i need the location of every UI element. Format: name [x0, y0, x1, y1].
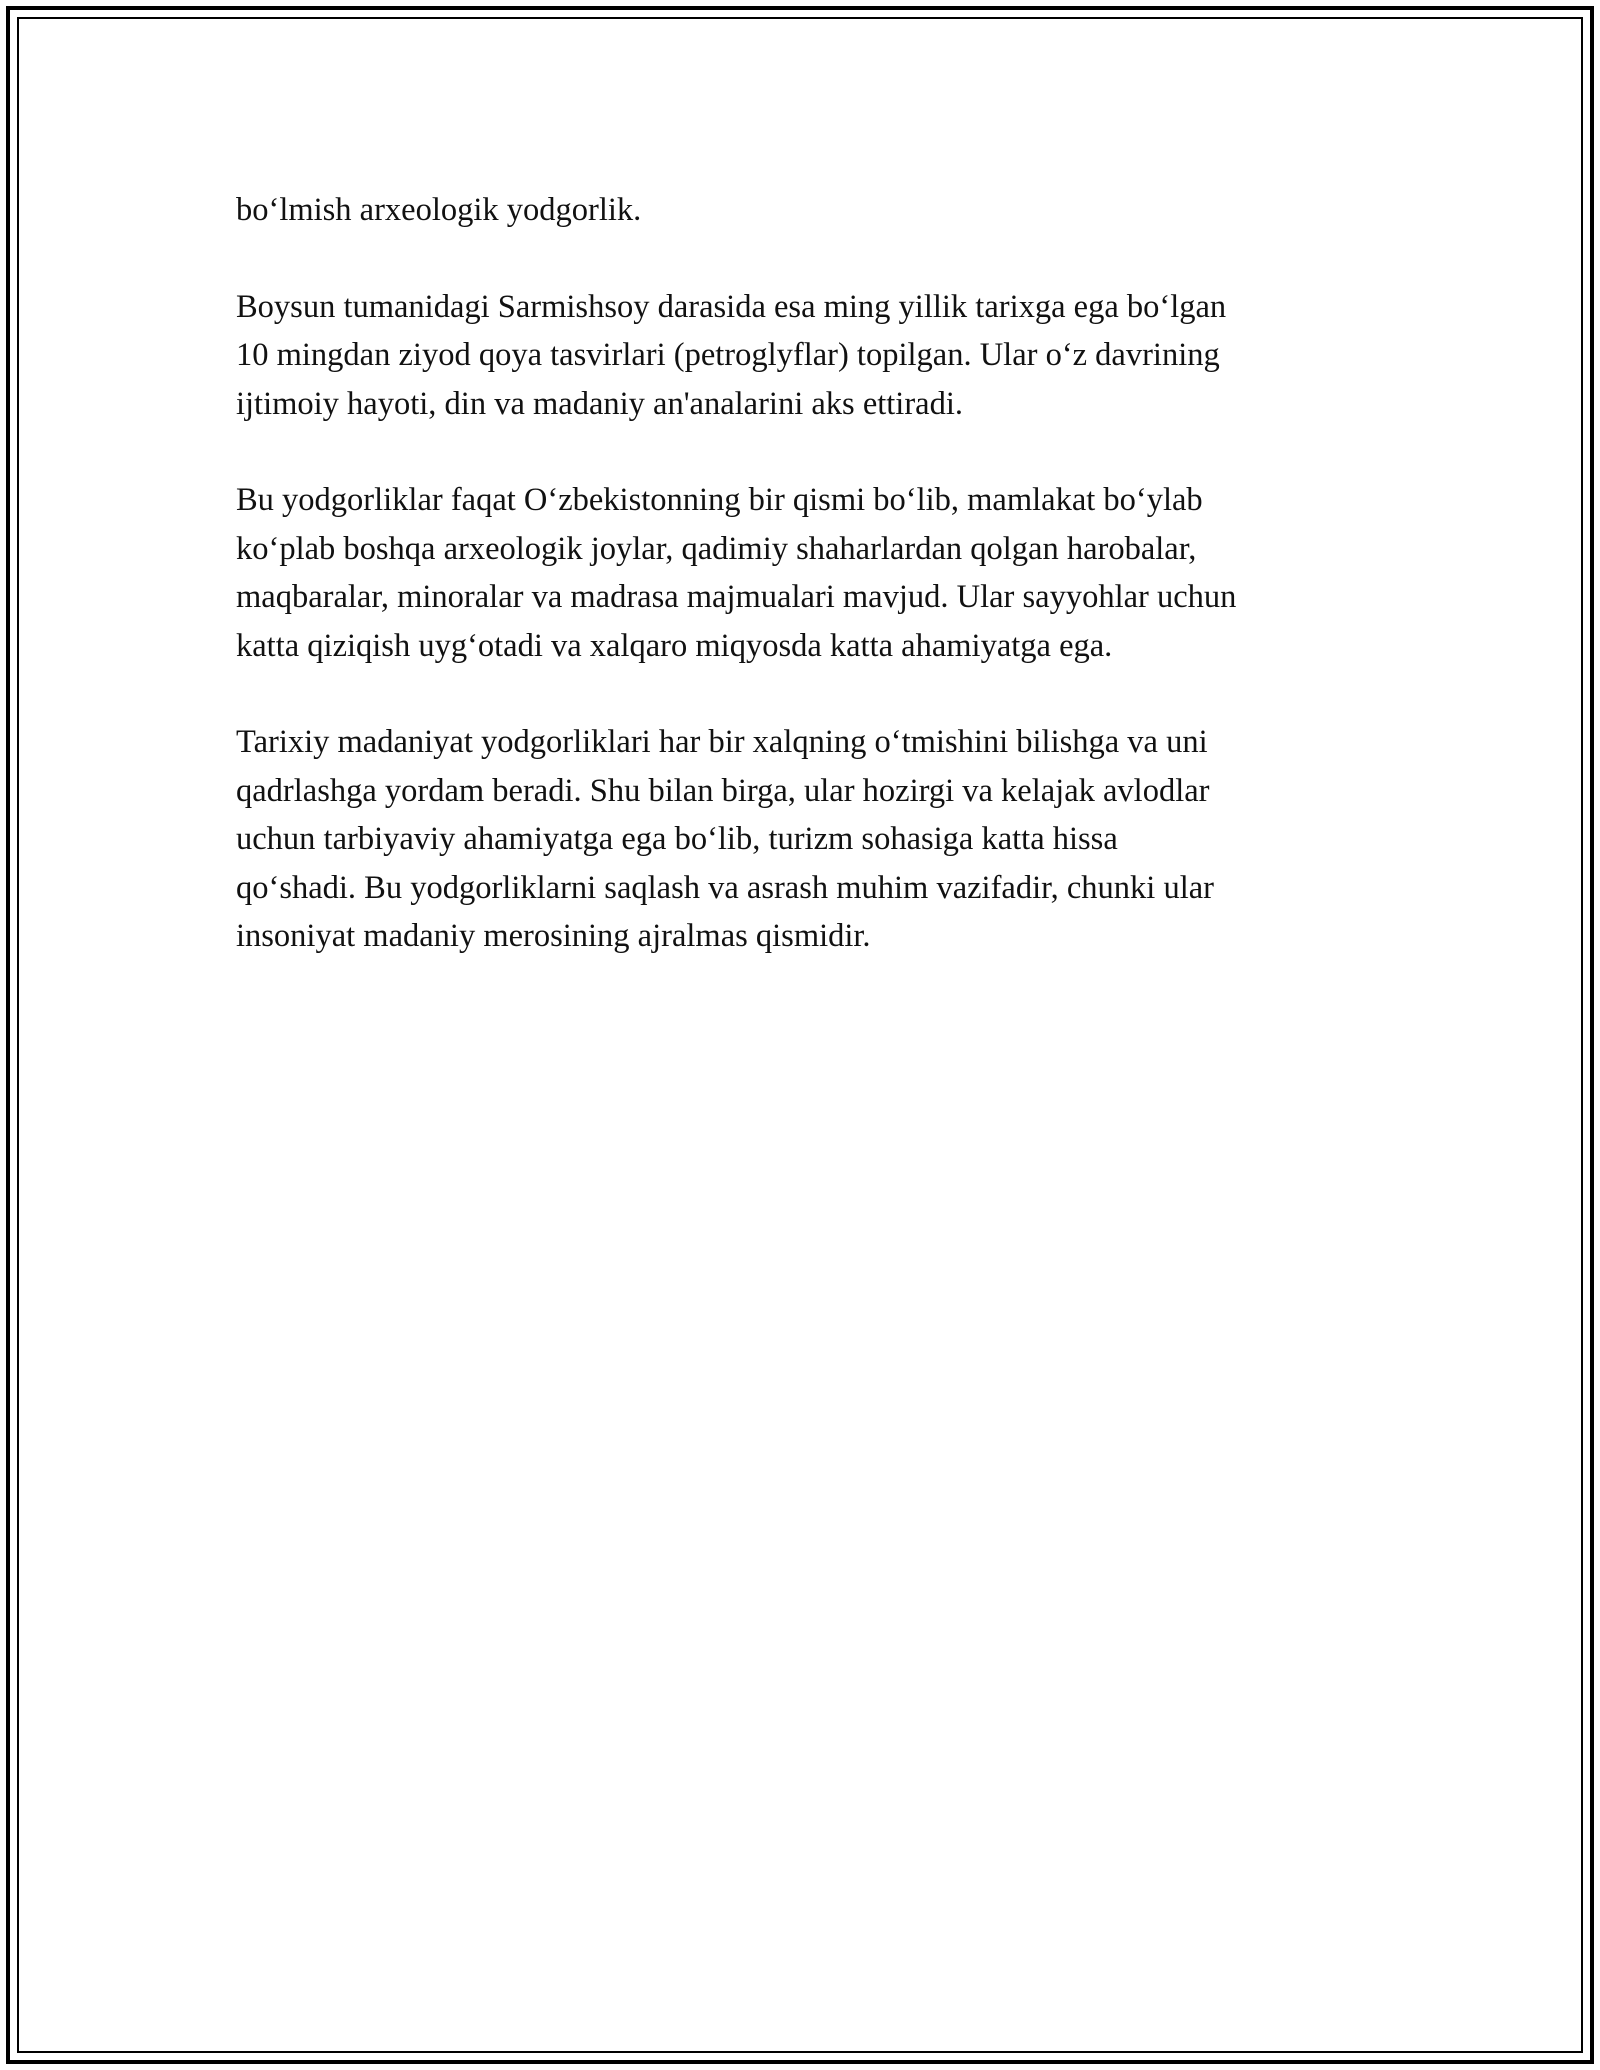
text-line: uchun tarbiyaviy ahamiyatga ega bo‘lib, turizm sohasiga katta hissa — [236, 821, 1118, 858]
paragraph — [236, 718, 1416, 960]
text-line: ko‘plab boshqa arxeologik joylar, qadimiy shaharlardan qolgan harobalar, — [236, 530, 1197, 567]
paragraph — [236, 186, 1416, 234]
document-body — [236, 186, 1416, 1009]
paragraph — [236, 476, 1416, 670]
text-line: Bu yodgorliklar faqat O‘zbekistonning bir qismi bo‘lib, mamlakat bo‘ylab — [236, 482, 1203, 519]
text-line: insoniyat madaniy merosining ajralmas qismidir. — [236, 918, 871, 955]
text-line: bo‘lmish arxeologik yodgorlik. — [236, 192, 642, 228]
text-line: qo‘shadi. Bu yodgorliklarni saqlash va asrash muhim vazifadir, chunki ular — [236, 869, 1214, 906]
text-line: qadrlashga yordam beradi. Shu bilan birga, ular hozirgi va kelajak avlodlar — [236, 772, 1210, 809]
text-line: Boysun tumanidagi Sarmishsoy darasida esa ming yillik tarixga ega bo‘lgan — [236, 288, 1227, 325]
text-line: 10 mingdan ziyod qoya tasvirlari (petroglyflar) topilgan. Ular o‘z davrining — [236, 337, 1220, 374]
text-line: maqbaralar, minoralar va madrasa majmualari mavjud. Ular sayyohlar uchun — [236, 579, 1237, 616]
text-line: ijtimoiy hayoti, din va madaniy an'analarini aks ettiradi. — [236, 385, 963, 422]
text-line: katta qiziqish uyg‘otadi va xalqaro miqyosda katta ahamiyatga ega. — [236, 627, 1113, 664]
text-line: Tarixiy madaniyat yodgorliklari har bir xalqning o‘tmishini bilishga va uni — [236, 724, 1208, 761]
paragraph — [236, 283, 1416, 428]
